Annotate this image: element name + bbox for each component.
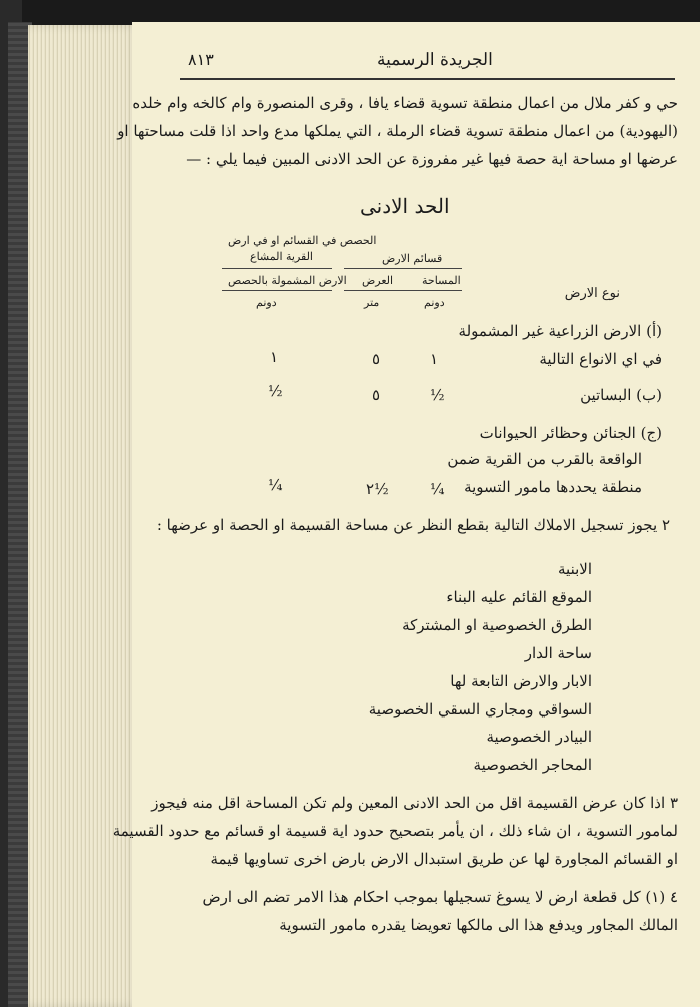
row-c-shares: ¼ <box>268 476 283 494</box>
paragraph-4-line-1: ٤ (١) كل قطعة ارض لا يسوغ تسجيلها بموجب احكام هذا الامر تضم الى ارض <box>202 888 678 906</box>
intro-line-2: (اليهودية) من اعمال منطقة تسوية قضاء الرملة ، التي يملكها مدع واحد اذا قلت مساحتها او <box>117 122 678 140</box>
row-b-width: ٥ <box>372 386 381 404</box>
row-b-label-1: (ب) البساتين <box>580 386 662 404</box>
list-item: المحاجر الخصوصية <box>473 756 592 774</box>
row-c-label-1: (ج) الجنائن وحظائر الحيوانات <box>479 424 662 442</box>
list-item: البيادر الخصوصية <box>486 728 592 746</box>
shares-header-line-2: القرية المشاع <box>250 250 313 263</box>
header-rule <box>180 78 675 80</box>
row-b-shares: ½ <box>268 382 283 400</box>
list-item: ساحة الدار <box>524 644 592 662</box>
paragraph-2: ٢ يجوز تسجيل الاملاك التالية بقطع النظر عن مساحة القسيمة او الحصة او عرضها : <box>156 516 670 534</box>
section-title: الحد الادنى <box>360 194 450 218</box>
paragraph-3-line-3: او القسائم المجاورة لها عن طريق استبدال الارض بارض اخرى تساويها قيمة <box>210 850 678 868</box>
plots-header: قسائم الارض <box>382 252 443 265</box>
land-shares-subheader: الارض المشمولة بالحصص <box>228 274 347 287</box>
row-a-width: ٥ <box>372 350 381 368</box>
intro-line-3: عرضها او مساحة اية حصة فيها غير مفروزة عن الحد الادنى المبين فيما يلي : — <box>186 150 678 168</box>
intro-line-1: حي و كفر ملال من اعمال منطقة تسوية قضاء يافا ، وقرى المنصورة وام كالخه وام خلده <box>132 94 678 112</box>
page-edges <box>28 25 140 1007</box>
paragraph-3-line-2: لمامور التسوية ، ان شاء ذلك ، ان يأمر بتصحيح حدود اية قسيمة او قسائم مع حدود القسيمة <box>112 822 678 840</box>
row-c-label-2: الواقعة بالقرب من القرية ضمن <box>447 450 642 468</box>
list-item: الابار والارض التابعة لها <box>450 672 592 690</box>
list-item: الابنية <box>558 560 592 578</box>
shares-header-line-1: الحصص في القسائم او في ارض <box>228 234 377 247</box>
area-subheader: المساحة <box>422 274 461 287</box>
width-unit: متر <box>364 296 380 309</box>
land-type-header: نوع الارض <box>564 286 620 301</box>
document-page <box>112 22 700 1007</box>
paragraph-3-line-1: ٣ اذا كان عرض القسيمة اقل من الحد الادنى المعين ولم تكن المساحة اقل منه فيجوز <box>151 794 678 812</box>
row-c-area: ¼ <box>430 480 445 498</box>
list-item: الموقع القائم عليه البناء <box>446 588 592 606</box>
row-a-label-1: (أ) الارض الزراعية غير المشمولة <box>458 322 662 340</box>
area-unit: دونم <box>424 296 445 309</box>
plots-sub-rule <box>344 290 462 291</box>
row-a-label-2: في اي الانواع التالية <box>539 350 662 368</box>
shares-header-rule <box>222 268 332 269</box>
row-b-area: ½ <box>430 386 445 404</box>
list-item: السواقي ومجاري السقي الخصوصية <box>368 700 592 718</box>
shares-sub-rule <box>222 290 332 291</box>
plots-header-rule <box>344 268 462 269</box>
row-a-shares: ١ <box>270 348 279 366</box>
row-c-width: ٢½ <box>366 480 389 498</box>
shares-unit: دونم <box>256 296 277 309</box>
width-subheader: العرض <box>362 274 394 287</box>
page-title: الجريدة الرسمية <box>377 50 493 70</box>
list-item: الطرق الخصوصية او المشتركة <box>402 616 592 634</box>
paragraph-4-line-2: المالك المجاور ويدفع هذا الى مالكها تعويضا يقدره مامور التسوية <box>279 916 678 934</box>
row-c-label-3: منطقة يحددها مامور التسوية <box>464 478 642 496</box>
page-number: ٨١٣ <box>188 50 214 69</box>
row-a-area: ١ <box>430 350 439 368</box>
